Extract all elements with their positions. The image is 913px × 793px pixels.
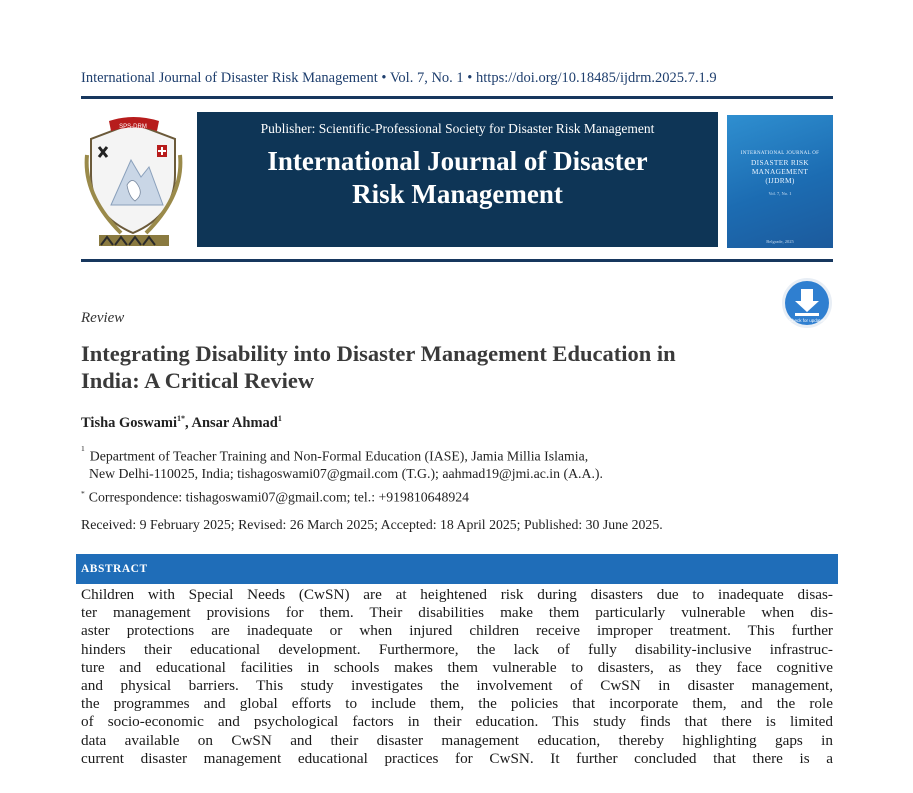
cover-title-line3: MANAGEMENT: [751, 167, 809, 176]
publisher-line: Publisher: Scientific-Professional Society for Disaster Risk Management: [260, 121, 655, 136]
download-icon: [781, 277, 833, 329]
journal-banner: [197, 112, 718, 247]
author-name: Ansar Ahmad: [191, 414, 278, 431]
abstract-body: [81, 586, 833, 768]
article-title-line2: India: A Critical Review: [81, 368, 315, 393]
cover-year: Belgrade, 2025: [766, 239, 794, 244]
journal-title-line2: Risk Management: [352, 179, 563, 209]
author-mark: 1: [277, 414, 282, 423]
abstract-heading-bar: [76, 554, 838, 584]
cover-title-line4: (IJDRM): [765, 176, 795, 185]
cover-title-line1: INTERNATIONAL JOURNAL OF: [740, 151, 820, 156]
author-name: Tisha Goswami: [81, 414, 178, 431]
article-type: Review: [81, 310, 125, 326]
author-separator: ,: [185, 414, 192, 431]
check-updates-label: Check for updates: [788, 318, 826, 323]
abstract-line: the programmes and global efforts to include them, the policies that incorporate them, and the role: [81, 695, 833, 713]
affiliation: [81, 444, 603, 482]
abstract-heading: ABSTRACT: [81, 563, 148, 575]
journal-title-line1: International Journal of Disaster: [267, 146, 648, 176]
author-list: [81, 414, 282, 432]
abstract-line: aster protections are inadequate or when injured children receive improper treatment. This further: [81, 622, 833, 640]
abstract-line: and physical barriers. This study investigates the involvement of CwSN in disaster management,: [81, 677, 833, 695]
correspondence-text: Correspondence: tishagoswami07@gmail.com; tel.: +919810648924: [88, 489, 470, 505]
affiliation-mark: 1: [81, 444, 85, 453]
logo-text: SPS-DRM: [119, 124, 147, 130]
correspondence-mark: *: [81, 489, 85, 498]
correspondence: [81, 489, 469, 506]
abstract-line: ter management provisions for them. Their disabilities make them particularly vulnerable when dis-: [81, 604, 833, 622]
journal-cover-thumbnail: [727, 115, 833, 248]
affiliation-line1: Department of Teacher Training and Non-Formal Education (IASE), Jamia Millia Islamia,: [89, 448, 589, 464]
check-for-updates-badge[interactable]: [781, 277, 833, 329]
society-logo: [81, 115, 186, 250]
article-title: [81, 340, 821, 394]
cover-volume: Vol. 7, No. 1: [768, 191, 792, 196]
publication-dates: Received: 9 February 2025; Revised: 26 March 2025; Accepted: 18 April 2025; Published: 30 June 2025.: [81, 517, 663, 532]
author-mark: 1*: [177, 414, 186, 423]
cover-title-line2: DISASTER RISK: [751, 158, 809, 167]
abstract-line: ture and educational facilities in schools makes them vulnerable to disasters, as they face cognitive: [81, 658, 833, 676]
affiliation-line2: New Delhi-110025, India; tishagoswami07@gmail.com (T.G.); aahmad19@jmi.ac.in (A.A.).: [89, 465, 603, 481]
header-rule-top: [81, 96, 833, 99]
abstract-line: hinders their educational development. Furthermore, the lack of fully disability-inclusive infrastruc-: [81, 640, 833, 658]
header-rule-bottom: [81, 259, 833, 262]
journal-citation: International Journal of Disaster Risk Management • Vol. 7, No. 1 • https://doi.org/10.18485/ijdrm.2025.7.1.9: [81, 70, 717, 86]
abstract-line: data available on CwSN and their disaster management education, thereby highlighting gaps in: [81, 731, 833, 749]
abstract-line: current disaster management educational practices for CwSN. It further concluded that there is a: [81, 749, 833, 767]
abstract-line: Children with Special Needs (CwSN) are at heightened risk during disasters due to inadequate disas-: [81, 586, 833, 603]
article-title-line1: Integrating Disability into Disaster Management Education in: [81, 341, 676, 366]
abstract-line: of socio-economic and psychological factors in their education. This study finds that there is limited: [81, 713, 833, 731]
cover-title: [727, 149, 833, 185]
journal-title: [197, 145, 718, 211]
